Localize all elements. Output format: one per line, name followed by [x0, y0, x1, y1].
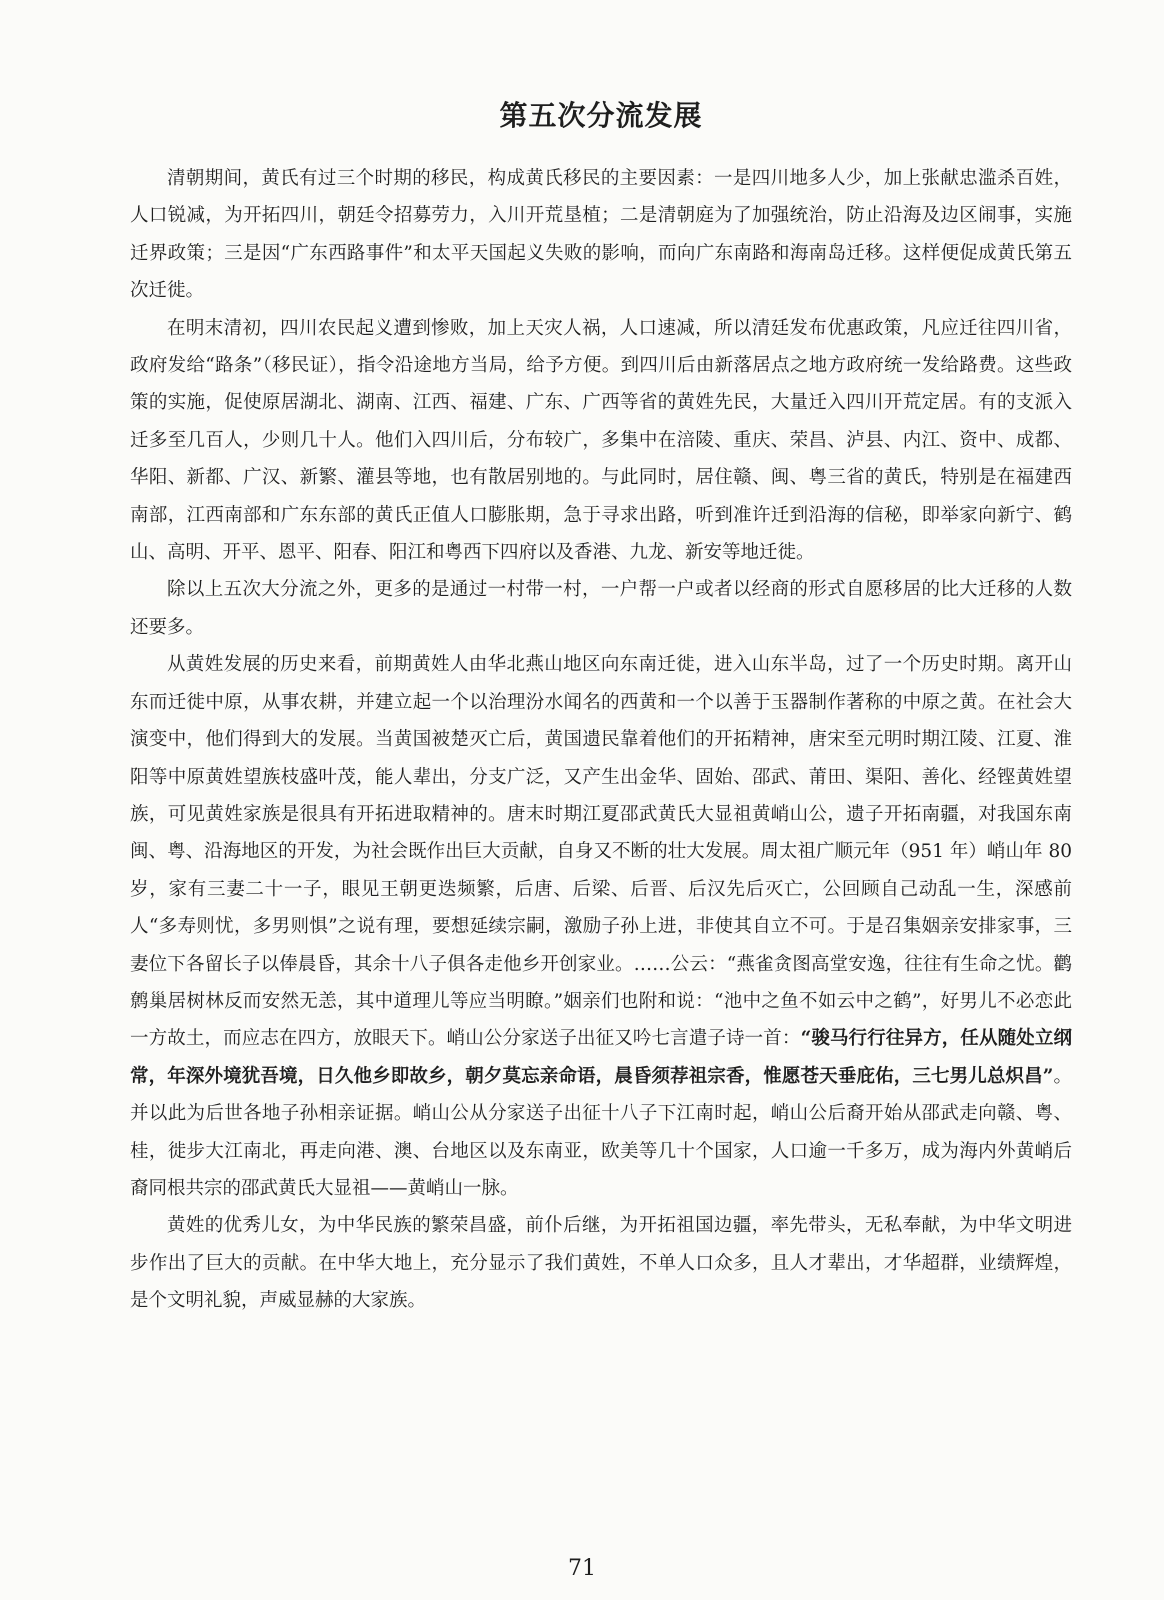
- paragraph-5-text: 黄姓的优秀儿女，为中华民族的繁荣昌盛，前仆后继，为开拓祖国边疆，率先带头，无私奉献，为中华文明进步作出了巨大的贡献。在中华大地上，充分显示了我们黄姓，不单人口众多，且人才辈出，才华超群，业绩辉煌，是个文明礼貌，声威显赫的大家族。: [130, 1215, 1072, 1312]
- page-number: 71: [568, 1556, 596, 1581]
- paragraph-4-text: 从黄姓发展的历史来看，前期黄姓人由华北燕山地区向东南迁徙，进入山东半岛，过了一个历史时期。离开山东而迁徙中原，从事农耕，并建立起一个以治理汾水闻名的西黄和一个以善于玉器制作著称的中原之黄。在社会大演变中，他们得到大的发展。当黄国被楚灭亡后，黄国遗民靠着他们的开拓精神，唐宋至元明时期江陵、江夏、淮阳等中原黄姓望族枝盛叶茂，能人辈出，分支广泛，又产生出金华、固始、邵武、莆田、渠阳、善化、经铿黄姓望族，可见黄姓家族是很具有开拓进取精神的。唐末时期江夏邵武黄氏大显祖黄峭山公，遗子开拓南疆，对我国东南闽、粤、沿海地区的开发，为社会既作出巨大贡献，自身又不断的壮大发展。周太祖广顺元年（951 年）峭山年 80 岁，家有三妻二十一子，眼见王朝更迭频繁，后唐、后梁、后晋、后汉先后灭亡，公回顾自己动乱一生，深感前人“多寿则忧，多男则惧”之说有理，要想延续宗嗣，激励子孙上进，非使其自立不可。于是召集姻亲安排家事，三妻位下各留长子以俸晨昏，其余十八子俱各走他乡开创家业。……公云：“燕雀贪图高堂安逸，往往有生命之忧。鹳鹩巢居树林反而安然无恙，其中道理儿等应当明瞭。”姻亲们也附和说：“池中之鱼不如云中之鹤”，好男儿不必恋此一方故土，而应志在四方，放眼天下。峭山公分家送子出征又吟七言遣子诗一首：: [130, 654, 1072, 1050]
- paragraph-2-text: 在明末清初，四川农民起义遭到惨败，加上天灾人祸，人口速减，所以清廷发布优惠政策，凡应迁往四川省，政府发给“路条”（移民证），指令沿途地方当局，给予方便。到四川后由新落居点之地方政府统一发给路费。这些政策的实施，促使原居湖北、湖南、江西、福建、广东、广西等省的黄姓先民，大量迁入四川开荒定居。有的支派入迁多至几百人，少则几十人。他们入四川后，分布较广，多集中在涪陵、重庆、荣昌、泸县、内江、资中、成都、华阳、新都、广汉、新繁、灌县等地，也有散居别地的。与此同时，居住赣、闽、粤三省的黄氏，特别是在福建西南部，江西南部和广东东部的黄氏正值人口膨胀期，急于寻求出路，听到准许迁到沿海的信秘，即举家向新宁、鹤山、高明、开平、恩平、阳春、阳江和粤西下四府以及香港、九龙、新安等地迁徙。: [130, 317, 1072, 564]
- poem-quote: “骏马行行往异方，任从随处立纲常，年深外境犹吾境，日久他乡即故乡，朝夕莫忘亲命语，晨昏须荐祖宗香，惟愿苍天垂庇佑，三七男儿总炽昌”: [130, 1028, 1072, 1087]
- paragraph-4-text-after: 。并以此为后世各地子孙相亲证据。峭山公从分家送子出征十八子下江南时起，峭山公后裔开始从邵武走向赣、粤、桂，徙步大江南北，再走向港、澳、台地区以及东南亚，欧美等几十个国家，人口逾一千多万，成为海内外黄峭后裔同根共宗的邵武黄氏大显祖——黄峭山一脉。: [130, 1065, 1072, 1199]
- paragraph-1: [130, 160, 1072, 310]
- paragraph-5: [130, 1207, 1072, 1319]
- paragraph-3: [130, 571, 1072, 646]
- paragraph-2: [130, 310, 1072, 572]
- page-title: 第五次分流发展: [499, 99, 703, 132]
- paragraph-3-text: 除以上五次大分流之外，更多的是通过一村带一村，一户帮一户或者以经商的形式自愿移居的比大迁移的人数还要多。: [130, 579, 1072, 638]
- paragraph-1-text: 清朝期间，黄氏有过三个时期的移民，构成黄氏移民的主要因素：一是四川地多人少，加上张献忠滥杀百姓，人口锐减，为开拓四川，朝廷令招募劳力，入川开荒垦植；二是清朝庭为了加强统治，防止沿海及边区闹事，实施迁界政策；三是因“广东西路事件”和太平天国起义失败的影响，而向广东南路和海南岛迁移。这样便促成黄氏第五次迁徙。: [130, 168, 1072, 302]
- paragraph-4: [130, 646, 1072, 1207]
